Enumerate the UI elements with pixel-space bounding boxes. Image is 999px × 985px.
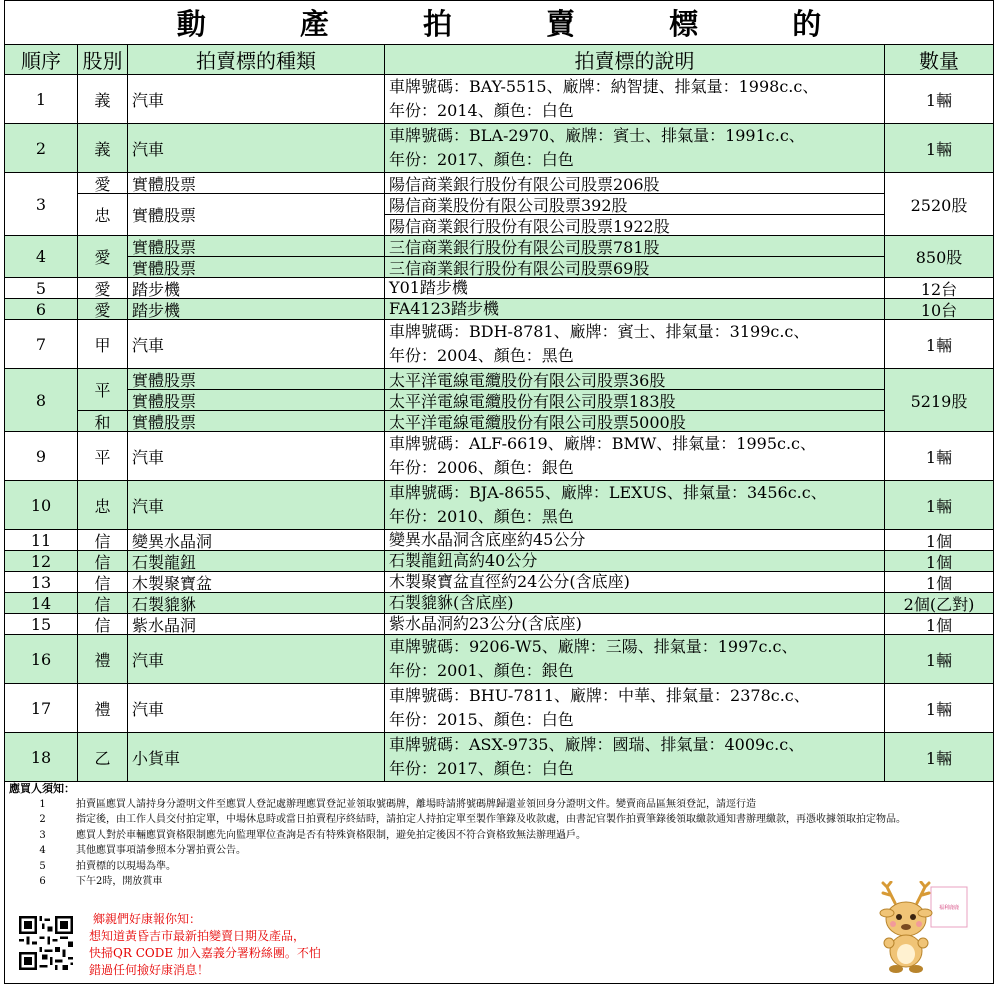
desc-line: 車牌號碼：ALF-6619、廠牌：BMW、排氣量：1995c.c、 [389,434,817,453]
note-number: 4 [39,845,46,856]
row-type: 汽車 [128,684,385,733]
note-text: 其他應買事項請參照本分署拍賣公告。 [76,845,246,856]
note-text: 應買人對於車輛應買資格限制應先向監理單位查詢是否有特殊資格限制，避免拍定後因不符合資格致無法辦理過戶。 [76,829,586,841]
desc-line: 車牌號碼：ASX-9735、廠牌：國瑞、排氣量：4009c.c、 [389,735,805,754]
note-number: 3 [39,829,46,841]
desc-line: 紫水晶洞約23公分(含底座) [389,614,582,633]
row-type: 紫水晶洞 [128,614,385,635]
row-type: 踏步機 [128,278,385,299]
row-desc [385,432,885,481]
row-type: 石製龍鈕 [128,551,385,572]
row-type: 實體股票 [128,369,385,390]
header-type: 拍賣標的種類 [128,45,385,75]
row-desc [385,572,885,593]
row-seq: 1 [5,75,78,124]
row-seq: 9 [5,432,78,481]
row-seq: 4 [5,236,78,278]
row-type: 汽車 [128,481,385,530]
row-qty: 2個(乙對) [885,593,994,614]
row-share: 忠 [78,194,128,236]
row-type: 變異水晶洞 [128,530,385,551]
row-qty: 1輛 [885,75,994,124]
row-desc: 太平洋電線電纜股份有限公司股票5000股 [385,411,885,432]
row-seq: 5 [5,278,78,299]
row-desc [385,635,885,684]
row-type: 實體股票 [128,194,385,236]
note-text: 下午2時，開放賞車 [76,876,163,887]
row-qty: 5219股 [885,369,994,432]
note-number: 1 [39,798,46,810]
row-seq: 18 [5,733,78,782]
row-seq: 11 [5,530,78,551]
row-qty: 1個 [885,530,994,551]
row-seq: 16 [5,635,78,684]
row-share: 禮 [78,684,128,733]
row-share: 禮 [78,635,128,684]
row-type: 實體股票 [128,390,385,411]
row-desc [385,299,885,320]
header-seq: 順序 [5,45,78,75]
row-desc [385,733,885,782]
note-number: 2 [39,814,46,825]
desc-line: 年份：2014、顏色：白色 [389,101,574,120]
row-desc: 陽信商業銀行股份有限公司股票206股 [385,173,885,194]
note-text: 指定後，由工作人員交付拍定單，中場休息時或當日拍賣程序終結時，請拍定人持拍定單至製作筆錄及收款處，由書記官製作拍賣筆錄後領取繳款通知書辦理繳款，再憑收據領取拍定物品。 [76,814,906,825]
row-qty: 2520股 [885,173,994,236]
desc-line: 車牌號碼：BHU-7811、廠牌：中華、排氣量：2378c.c、 [389,686,810,705]
note-number: 6 [39,876,46,887]
row-desc: 太平洋電線電纜股份有限公司股票183股 [385,390,885,411]
note-item [9,859,989,875]
row-share: 愛 [78,299,128,320]
row-seq: 6 [5,299,78,320]
header-share: 股別 [78,45,128,75]
row-qty: 1輛 [885,432,994,481]
row-type: 實體股票 [128,173,385,194]
desc-line: 木製聚寶盆直徑約24公分(含底座) [389,572,630,591]
row-desc [385,614,885,635]
desc-line: 年份：2015、顏色：白色 [389,710,574,729]
row-desc: 三信商業銀行股份有限公司股票69股 [385,257,885,278]
row-desc [385,530,885,551]
desc-line: 車牌號碼：BAY-5515、廠牌：納智捷、排氣量：1998c.c、 [389,77,819,96]
row-type: 汽車 [128,320,385,369]
promo-text [89,911,321,979]
row-qty: 1輛 [885,635,994,684]
row-qty: 1個 [885,551,994,572]
desc-line: 年份：2006、顏色：銀色 [389,458,574,477]
row-seq: 7 [5,320,78,369]
row-type: 石製貔貅 [128,593,385,614]
row-seq: 13 [5,572,78,593]
row-share: 和 [78,411,128,432]
qr-code-icon[interactable] [19,916,73,970]
row-seq: 2 [5,124,78,173]
row-type: 汽車 [128,432,385,481]
promo-line: 想知道黃昏吉市最新拍變賣日期及產品， [89,929,306,943]
row-desc [385,481,885,530]
desc-line: 石製龍鈕高約40公分 [389,551,538,570]
row-desc [385,124,885,173]
page-title: 動 產 拍 賣 標 的 [5,1,993,45]
row-qty: 1個 [885,572,994,593]
row-desc: 陽信商業股份有限公司股票392股 [385,194,885,215]
row-seq: 3 [5,173,78,236]
row-share: 義 [78,124,128,173]
promo-line: 快掃QR CODE 加入嘉義分署粉絲團。不怕 [89,946,321,960]
desc-line: 年份：2017、顏色：白色 [389,759,574,778]
note-item [9,843,989,859]
promo-line: 鄉親們好康報你知： [93,912,202,926]
row-share: 平 [78,369,128,411]
desc-line: 車牌號碼：BLA-2970、廠牌：賓士、排氣量：1991c.c、 [389,126,805,145]
row-type: 實體股票 [128,236,385,257]
auction-document [4,0,994,984]
row-type: 汽車 [128,635,385,684]
row-seq: 8 [5,369,78,432]
mascot-label: 福利鹿鹿 [938,905,960,911]
note-number: 5 [39,860,46,872]
promo-line: 錯過任何撿好康消息！ [89,963,210,977]
row-desc [385,593,885,614]
row-share: 義 [78,75,128,124]
row-desc [385,278,885,299]
row-seq: 17 [5,684,78,733]
desc-line: 年份：2001、顏色：銀色 [389,661,574,680]
row-share: 甲 [78,320,128,369]
row-desc [385,551,885,572]
row-qty: 1輛 [885,733,994,782]
row-qty: 1輛 [885,124,994,173]
desc-line: 年份：2017、顏色：白色 [389,150,574,169]
note-text: 拍賣區應買人請持身分證明文件至應買人登記處辦理應買登記並領取號碼牌，離場時請將號碼牌歸還並領回身分證明文件。變賣商品區無須登記，請逕行造 [76,798,756,810]
desc-line: 年份：2010、顏色：黑色 [389,507,574,526]
row-qty: 1個 [885,614,994,635]
row-type: 實體股票 [128,411,385,432]
row-share: 信 [78,593,128,614]
row-share: 愛 [78,173,128,194]
row-share: 愛 [78,278,128,299]
row-seq: 15 [5,614,78,635]
row-qty: 12台 [885,278,994,299]
row-qty: 1輛 [885,684,994,733]
desc-line: FA4123踏步機 [389,299,499,318]
header-qty: 數量 [885,45,994,75]
notes-title: 應買人須知： [9,782,75,795]
desc-line: 變異水晶洞含底座約45公分 [389,530,586,549]
row-desc: 三信商業銀行股份有限公司股票781股 [385,236,885,257]
row-qty: 1輛 [885,481,994,530]
row-share: 愛 [78,236,128,278]
row-qty: 10台 [885,299,994,320]
row-desc [385,684,885,733]
buyer-notes [9,781,989,890]
row-seq: 10 [5,481,78,530]
row-share: 信 [78,551,128,572]
row-desc: 陽信商業銀行股份有限公司股票1922股 [385,215,885,236]
deer-mascot-icon [865,881,970,976]
row-type: 汽車 [128,124,385,173]
row-desc [385,320,885,369]
row-desc [385,75,885,124]
note-item [9,828,989,844]
row-seq: 14 [5,593,78,614]
desc-line: Y01踏步機 [389,278,468,297]
note-text: 拍賣標的以現場為準。 [76,860,176,872]
desc-line: 車牌號碼：BJA-8655、廠牌：LEXUS、排氣量：3456c.c、 [389,483,827,502]
note-item [9,797,989,813]
note-item [9,874,989,890]
row-type: 汽車 [128,75,385,124]
row-type: 實體股票 [128,257,385,278]
desc-line: 車牌號碼：BDH-8781、廠牌：賓士、排氣量：3199c.c、 [389,322,810,341]
row-qty: 1輛 [885,320,994,369]
row-share: 信 [78,614,128,635]
row-share: 信 [78,572,128,593]
row-type: 踏步機 [128,299,385,320]
row-share: 平 [78,432,128,481]
row-type: 木製聚寶盆 [128,572,385,593]
desc-line: 車牌號碼：9206-W5、廠牌：三陽、排氣量：1997c.c、 [389,637,798,656]
desc-line: 年份：2004、顏色：黑色 [389,346,574,365]
row-share: 信 [78,530,128,551]
row-share: 乙 [78,733,128,782]
row-type: 小貨車 [128,733,385,782]
row-seq: 12 [5,551,78,572]
row-share: 忠 [78,481,128,530]
row-qty: 850股 [885,236,994,278]
header-desc: 拍賣標的說明 [385,45,885,75]
note-item [9,812,989,828]
desc-line: 石製貔貅(含底座) [389,593,514,612]
row-desc: 太平洋電線電纜股份有限公司股票36股 [385,369,885,390]
